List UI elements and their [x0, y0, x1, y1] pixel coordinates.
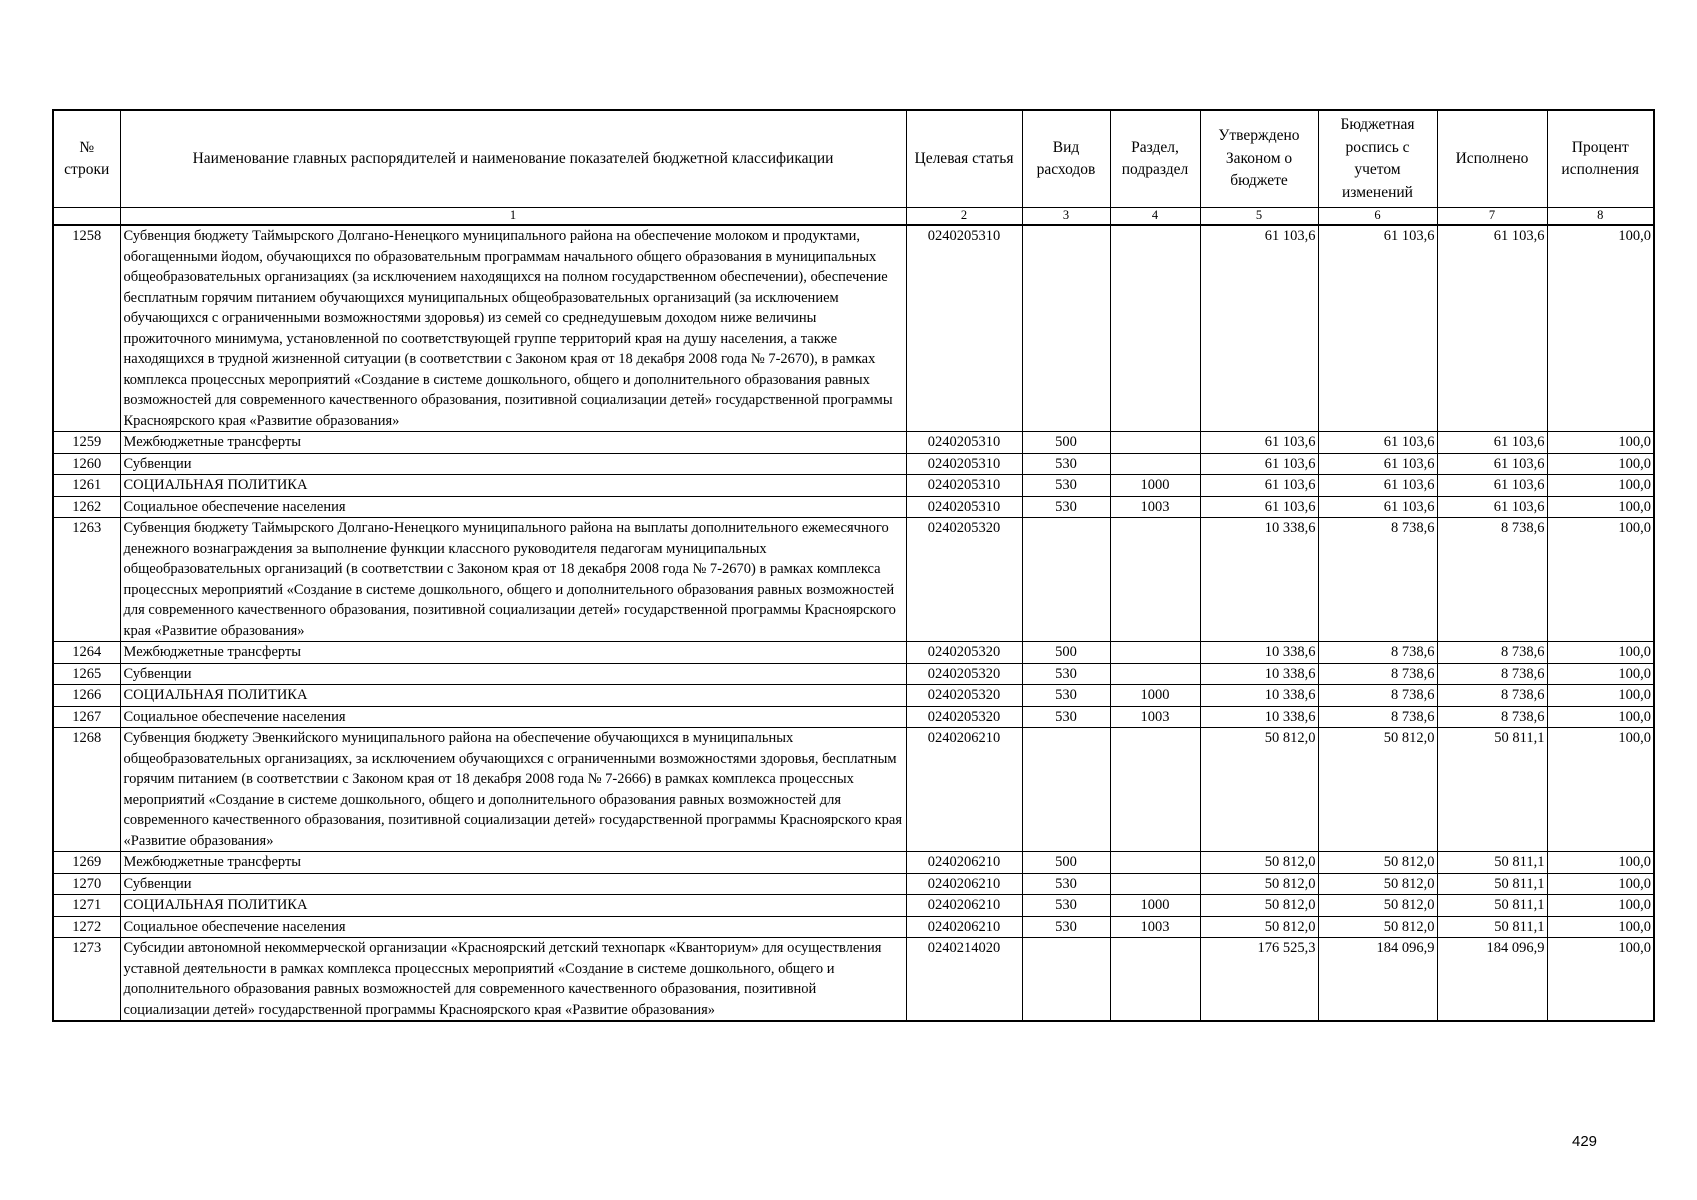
section-cell: 1003: [1110, 706, 1200, 728]
schedule-amount-cell: 8 738,6: [1318, 663, 1437, 685]
row-number-cell: 1261: [53, 475, 120, 497]
name-cell: Субвенции: [120, 873, 906, 895]
percent-cell: 100,0: [1547, 453, 1654, 475]
table-row: [53, 642, 1654, 664]
row-number-cell: 1271: [53, 895, 120, 917]
section-cell: 1000: [1110, 685, 1200, 707]
percent-cell: 100,0: [1547, 916, 1654, 938]
name-cell: Межбюджетные трансферты: [120, 642, 906, 664]
section-cell: [1110, 873, 1200, 895]
expense-kind-cell: 530: [1022, 706, 1110, 728]
name-cell: Социальное обеспечение населения: [120, 706, 906, 728]
column-number: 3: [1022, 208, 1110, 226]
schedule-amount-cell: 50 812,0: [1318, 873, 1437, 895]
expense-kind-cell: 530: [1022, 475, 1110, 497]
section-cell: 1000: [1110, 895, 1200, 917]
executed-amount-cell: 50 811,1: [1437, 728, 1547, 852]
executed-amount-cell: 8 738,6: [1437, 685, 1547, 707]
column-number: 1: [120, 208, 906, 226]
expense-kind-cell: 530: [1022, 663, 1110, 685]
name-cell: Субвенции: [120, 453, 906, 475]
row-number-cell: 1273: [53, 938, 120, 1022]
approved-amount-cell: 50 812,0: [1200, 873, 1318, 895]
row-number-cell: 1262: [53, 496, 120, 518]
schedule-amount-cell: 61 103,6: [1318, 496, 1437, 518]
table-row: [53, 453, 1654, 475]
name-cell: Субвенция бюджету Таймырского Долгано-Ненецкого муниципального района на выплаты дополнительного ежемесячного денежного вознаграждения за выполнение функции классного руководителя педагогам муниципальных общеобразовательных организаций (в соответствии с Законом края от 18 декабря 2008 года № 7-2670) в рамках комплекса процессных мероприятий «Создание в системе дошкольного, общего и дополнительного образования равных возможностей для современного качественного образования, позитивной социализации детей» государственной программы Красноярского края «Развитие образования»: [120, 518, 906, 642]
percent-cell: 100,0: [1547, 895, 1654, 917]
approved-amount-cell: 50 812,0: [1200, 852, 1318, 874]
target-article-cell: 0240205310: [906, 453, 1022, 475]
approved-amount-cell: 10 338,6: [1200, 685, 1318, 707]
expense-kind-cell: [1022, 518, 1110, 642]
expense-kind-cell: 500: [1022, 642, 1110, 664]
row-number-cell: 1259: [53, 432, 120, 454]
table-row: [53, 432, 1654, 454]
header-expense-kind: Вид расходов: [1022, 110, 1110, 208]
percent-cell: 100,0: [1547, 728, 1654, 852]
executed-amount-cell: 61 103,6: [1437, 432, 1547, 454]
row-number-cell: 1267: [53, 706, 120, 728]
table-row: [53, 873, 1654, 895]
name-cell: Субвенция бюджету Эвенкийского муниципального района на обеспечение обучающихся в муниципальных общеобразовательных организациях, за исключением обучающихся с ограниченными возможностями здоровья, бесплатным горячим питанием (в соответствии с Законом края от 18 декабря 2008 года № 7-2666) в рамках комплекса процессных мероприятий «Создание в системе дошкольного, общего и дополнительного образования равных возможностей для современного качественного образования, позитивной социализации детей» государственной программы Красноярского края «Развитие образования»: [120, 728, 906, 852]
section-cell: 1003: [1110, 916, 1200, 938]
target-article-cell: 0240206210: [906, 873, 1022, 895]
executed-amount-cell: 50 811,1: [1437, 852, 1547, 874]
row-number-cell: 1266: [53, 685, 120, 707]
header-schedule: Бюджетная роспись с учетом изменений: [1318, 110, 1437, 208]
row-number-cell: 1264: [53, 642, 120, 664]
schedule-amount-cell: 61 103,6: [1318, 475, 1437, 497]
executed-amount-cell: 50 811,1: [1437, 873, 1547, 895]
table-row: [53, 916, 1654, 938]
section-cell: [1110, 225, 1200, 432]
target-article-cell: 0240205310: [906, 475, 1022, 497]
table-row: [53, 706, 1654, 728]
schedule-amount-cell: 61 103,6: [1318, 453, 1437, 475]
target-article-cell: 0240205320: [906, 642, 1022, 664]
header-section: Раздел, подраздел: [1110, 110, 1200, 208]
table-row: [53, 496, 1654, 518]
expense-kind-cell: [1022, 225, 1110, 432]
percent-cell: 100,0: [1547, 475, 1654, 497]
expense-kind-cell: 530: [1022, 873, 1110, 895]
column-number: 8: [1547, 208, 1654, 226]
schedule-amount-cell: 50 812,0: [1318, 895, 1437, 917]
expense-kind-cell: 530: [1022, 453, 1110, 475]
expense-kind-cell: 530: [1022, 895, 1110, 917]
name-cell: Социальное обеспечение населения: [120, 916, 906, 938]
schedule-amount-cell: 61 103,6: [1318, 432, 1437, 454]
approved-amount-cell: 10 338,6: [1200, 663, 1318, 685]
header-executed: Исполнено: [1437, 110, 1547, 208]
percent-cell: 100,0: [1547, 873, 1654, 895]
schedule-amount-cell: 8 738,6: [1318, 706, 1437, 728]
section-cell: [1110, 453, 1200, 475]
schedule-amount-cell: 50 812,0: [1318, 916, 1437, 938]
percent-cell: 100,0: [1547, 663, 1654, 685]
section-cell: [1110, 852, 1200, 874]
executed-amount-cell: 61 103,6: [1437, 453, 1547, 475]
row-number-cell: 1258: [53, 225, 120, 432]
percent-cell: 100,0: [1547, 685, 1654, 707]
row-number-cell: 1265: [53, 663, 120, 685]
approved-amount-cell: 61 103,6: [1200, 225, 1318, 432]
table-body: [53, 225, 1654, 1021]
section-cell: 1000: [1110, 475, 1200, 497]
target-article-cell: 0240205320: [906, 663, 1022, 685]
row-number-cell: 1272: [53, 916, 120, 938]
page-number: 429: [1572, 1133, 1598, 1150]
table-row: [53, 475, 1654, 497]
name-cell: СОЦИАЛЬНАЯ ПОЛИТИКА: [120, 685, 906, 707]
approved-amount-cell: 10 338,6: [1200, 706, 1318, 728]
approved-amount-cell: 50 812,0: [1200, 916, 1318, 938]
target-article-cell: 0240206210: [906, 916, 1022, 938]
table-row: [53, 728, 1654, 852]
section-cell: [1110, 518, 1200, 642]
approved-amount-cell: 50 812,0: [1200, 728, 1318, 852]
executed-amount-cell: 50 811,1: [1437, 916, 1547, 938]
target-article-cell: 0240205320: [906, 706, 1022, 728]
expense-kind-cell: [1022, 938, 1110, 1022]
schedule-amount-cell: 61 103,6: [1318, 225, 1437, 432]
table-row: [53, 225, 1654, 432]
percent-cell: 100,0: [1547, 938, 1654, 1022]
target-article-cell: 0240206210: [906, 852, 1022, 874]
schedule-amount-cell: 8 738,6: [1318, 518, 1437, 642]
target-article-cell: 0240205310: [906, 225, 1022, 432]
schedule-amount-cell: 50 812,0: [1318, 852, 1437, 874]
approved-amount-cell: 50 812,0: [1200, 895, 1318, 917]
approved-amount-cell: 10 338,6: [1200, 642, 1318, 664]
header-approved: Утверждено Законом о бюджете: [1200, 110, 1318, 208]
table-row: [53, 852, 1654, 874]
expense-kind-cell: 500: [1022, 432, 1110, 454]
name-cell: СОЦИАЛЬНАЯ ПОЛИТИКА: [120, 475, 906, 497]
name-cell: Межбюджетные трансферты: [120, 852, 906, 874]
section-cell: [1110, 938, 1200, 1022]
row-number-cell: 1269: [53, 852, 120, 874]
approved-amount-cell: 61 103,6: [1200, 475, 1318, 497]
row-number-cell: 1270: [53, 873, 120, 895]
name-cell: Субвенция бюджету Таймырского Долгано-Ненецкого муниципального района на обеспечение молоком и продуктами, обогащенными йодом, обучающихся по образовательным программам начального общего образования в муниципальных общеобразовательных организациях (за исключением находящихся на полном государственном обеспечении), обеспечение бесплатным горячим питанием обучающихся муниципальных общеобразовательных организаций (за исключением обучающихся с ограниченными возможностями здоровья) из семей со среднедушевым доходом ниже величины прожиточного минимума, установленной по соответствующей группе территорий края на душу населения, а также находящихся в трудной жизненной ситуации (в соответствии с Законом края от 18 декабря 2008 года № 7-2670), в рамках комплекса процессных мероприятий «Создание в системе дошкольного, общего и дополнительного образования равных возможностей для современного качественного образования, позитивной социализации детей» государственной программы Красноярского края «Развитие образования»: [120, 225, 906, 432]
percent-cell: 100,0: [1547, 642, 1654, 664]
percent-cell: 100,0: [1547, 432, 1654, 454]
name-cell: СОЦИАЛЬНАЯ ПОЛИТИКА: [120, 895, 906, 917]
percent-cell: 100,0: [1547, 706, 1654, 728]
expense-kind-cell: 530: [1022, 685, 1110, 707]
schedule-amount-cell: 184 096,9: [1318, 938, 1437, 1022]
column-number-row: [53, 208, 1654, 226]
section-cell: [1110, 642, 1200, 664]
executed-amount-cell: 8 738,6: [1437, 642, 1547, 664]
percent-cell: 100,0: [1547, 852, 1654, 874]
executed-amount-cell: 8 738,6: [1437, 706, 1547, 728]
budget-table: [52, 109, 1655, 1022]
column-number: 2: [906, 208, 1022, 226]
column-number-blank: [53, 208, 120, 226]
section-cell: [1110, 728, 1200, 852]
executed-amount-cell: 8 738,6: [1437, 518, 1547, 642]
executed-amount-cell: 50 811,1: [1437, 895, 1547, 917]
executed-amount-cell: 61 103,6: [1437, 496, 1547, 518]
row-number-cell: 1263: [53, 518, 120, 642]
table-row: [53, 663, 1654, 685]
approved-amount-cell: 61 103,6: [1200, 496, 1318, 518]
schedule-amount-cell: 8 738,6: [1318, 685, 1437, 707]
target-article-cell: 0240205310: [906, 496, 1022, 518]
header-row-number: № строки: [53, 110, 120, 208]
approved-amount-cell: 10 338,6: [1200, 518, 1318, 642]
target-article-cell: 0240214020: [906, 938, 1022, 1022]
name-cell: Субсидии автономной некоммерческой организации «Красноярский детский технопарк «Кванториум» для осуществления уставной деятельности в рамках комплекса процессных мероприятий «Создание в системе дошкольного, общего и дополнительного образования равных возможностей для современного качественного образования, позитивной социализации детей» государственной программы Красноярского края «Развитие образования»: [120, 938, 906, 1022]
row-number-cell: 1260: [53, 453, 120, 475]
section-cell: 1003: [1110, 496, 1200, 518]
table-row: [53, 518, 1654, 642]
expense-kind-cell: 500: [1022, 852, 1110, 874]
header-row: [53, 110, 1654, 208]
schedule-amount-cell: 50 812,0: [1318, 728, 1437, 852]
header-name: Наименование главных распорядителей и наименование показателей бюджетной классификации: [120, 110, 906, 208]
target-article-cell: 0240206210: [906, 895, 1022, 917]
approved-amount-cell: 61 103,6: [1200, 432, 1318, 454]
target-article-cell: 0240206210: [906, 728, 1022, 852]
executed-amount-cell: 8 738,6: [1437, 663, 1547, 685]
section-cell: [1110, 432, 1200, 454]
name-cell: Межбюджетные трансферты: [120, 432, 906, 454]
expense-kind-cell: 530: [1022, 496, 1110, 518]
column-number: 5: [1200, 208, 1318, 226]
schedule-amount-cell: 8 738,6: [1318, 642, 1437, 664]
name-cell: Субвенции: [120, 663, 906, 685]
percent-cell: 100,0: [1547, 496, 1654, 518]
expense-kind-cell: [1022, 728, 1110, 852]
executed-amount-cell: 61 103,6: [1437, 225, 1547, 432]
approved-amount-cell: 61 103,6: [1200, 453, 1318, 475]
table-row: [53, 895, 1654, 917]
target-article-cell: 0240205320: [906, 685, 1022, 707]
expense-kind-cell: 530: [1022, 916, 1110, 938]
header-percent: Процент исполнения: [1547, 110, 1654, 208]
executed-amount-cell: 184 096,9: [1437, 938, 1547, 1022]
percent-cell: 100,0: [1547, 518, 1654, 642]
name-cell: Социальное обеспечение населения: [120, 496, 906, 518]
column-number: 7: [1437, 208, 1547, 226]
column-number: 6: [1318, 208, 1437, 226]
row-number-cell: 1268: [53, 728, 120, 852]
target-article-cell: 0240205320: [906, 518, 1022, 642]
executed-amount-cell: 61 103,6: [1437, 475, 1547, 497]
target-article-cell: 0240205310: [906, 432, 1022, 454]
approved-amount-cell: 176 525,3: [1200, 938, 1318, 1022]
header-target-article: Целевая статья: [906, 110, 1022, 208]
table-row: [53, 938, 1654, 1022]
section-cell: [1110, 663, 1200, 685]
table-row: [53, 685, 1654, 707]
column-number: 4: [1110, 208, 1200, 226]
percent-cell: 100,0: [1547, 225, 1654, 432]
